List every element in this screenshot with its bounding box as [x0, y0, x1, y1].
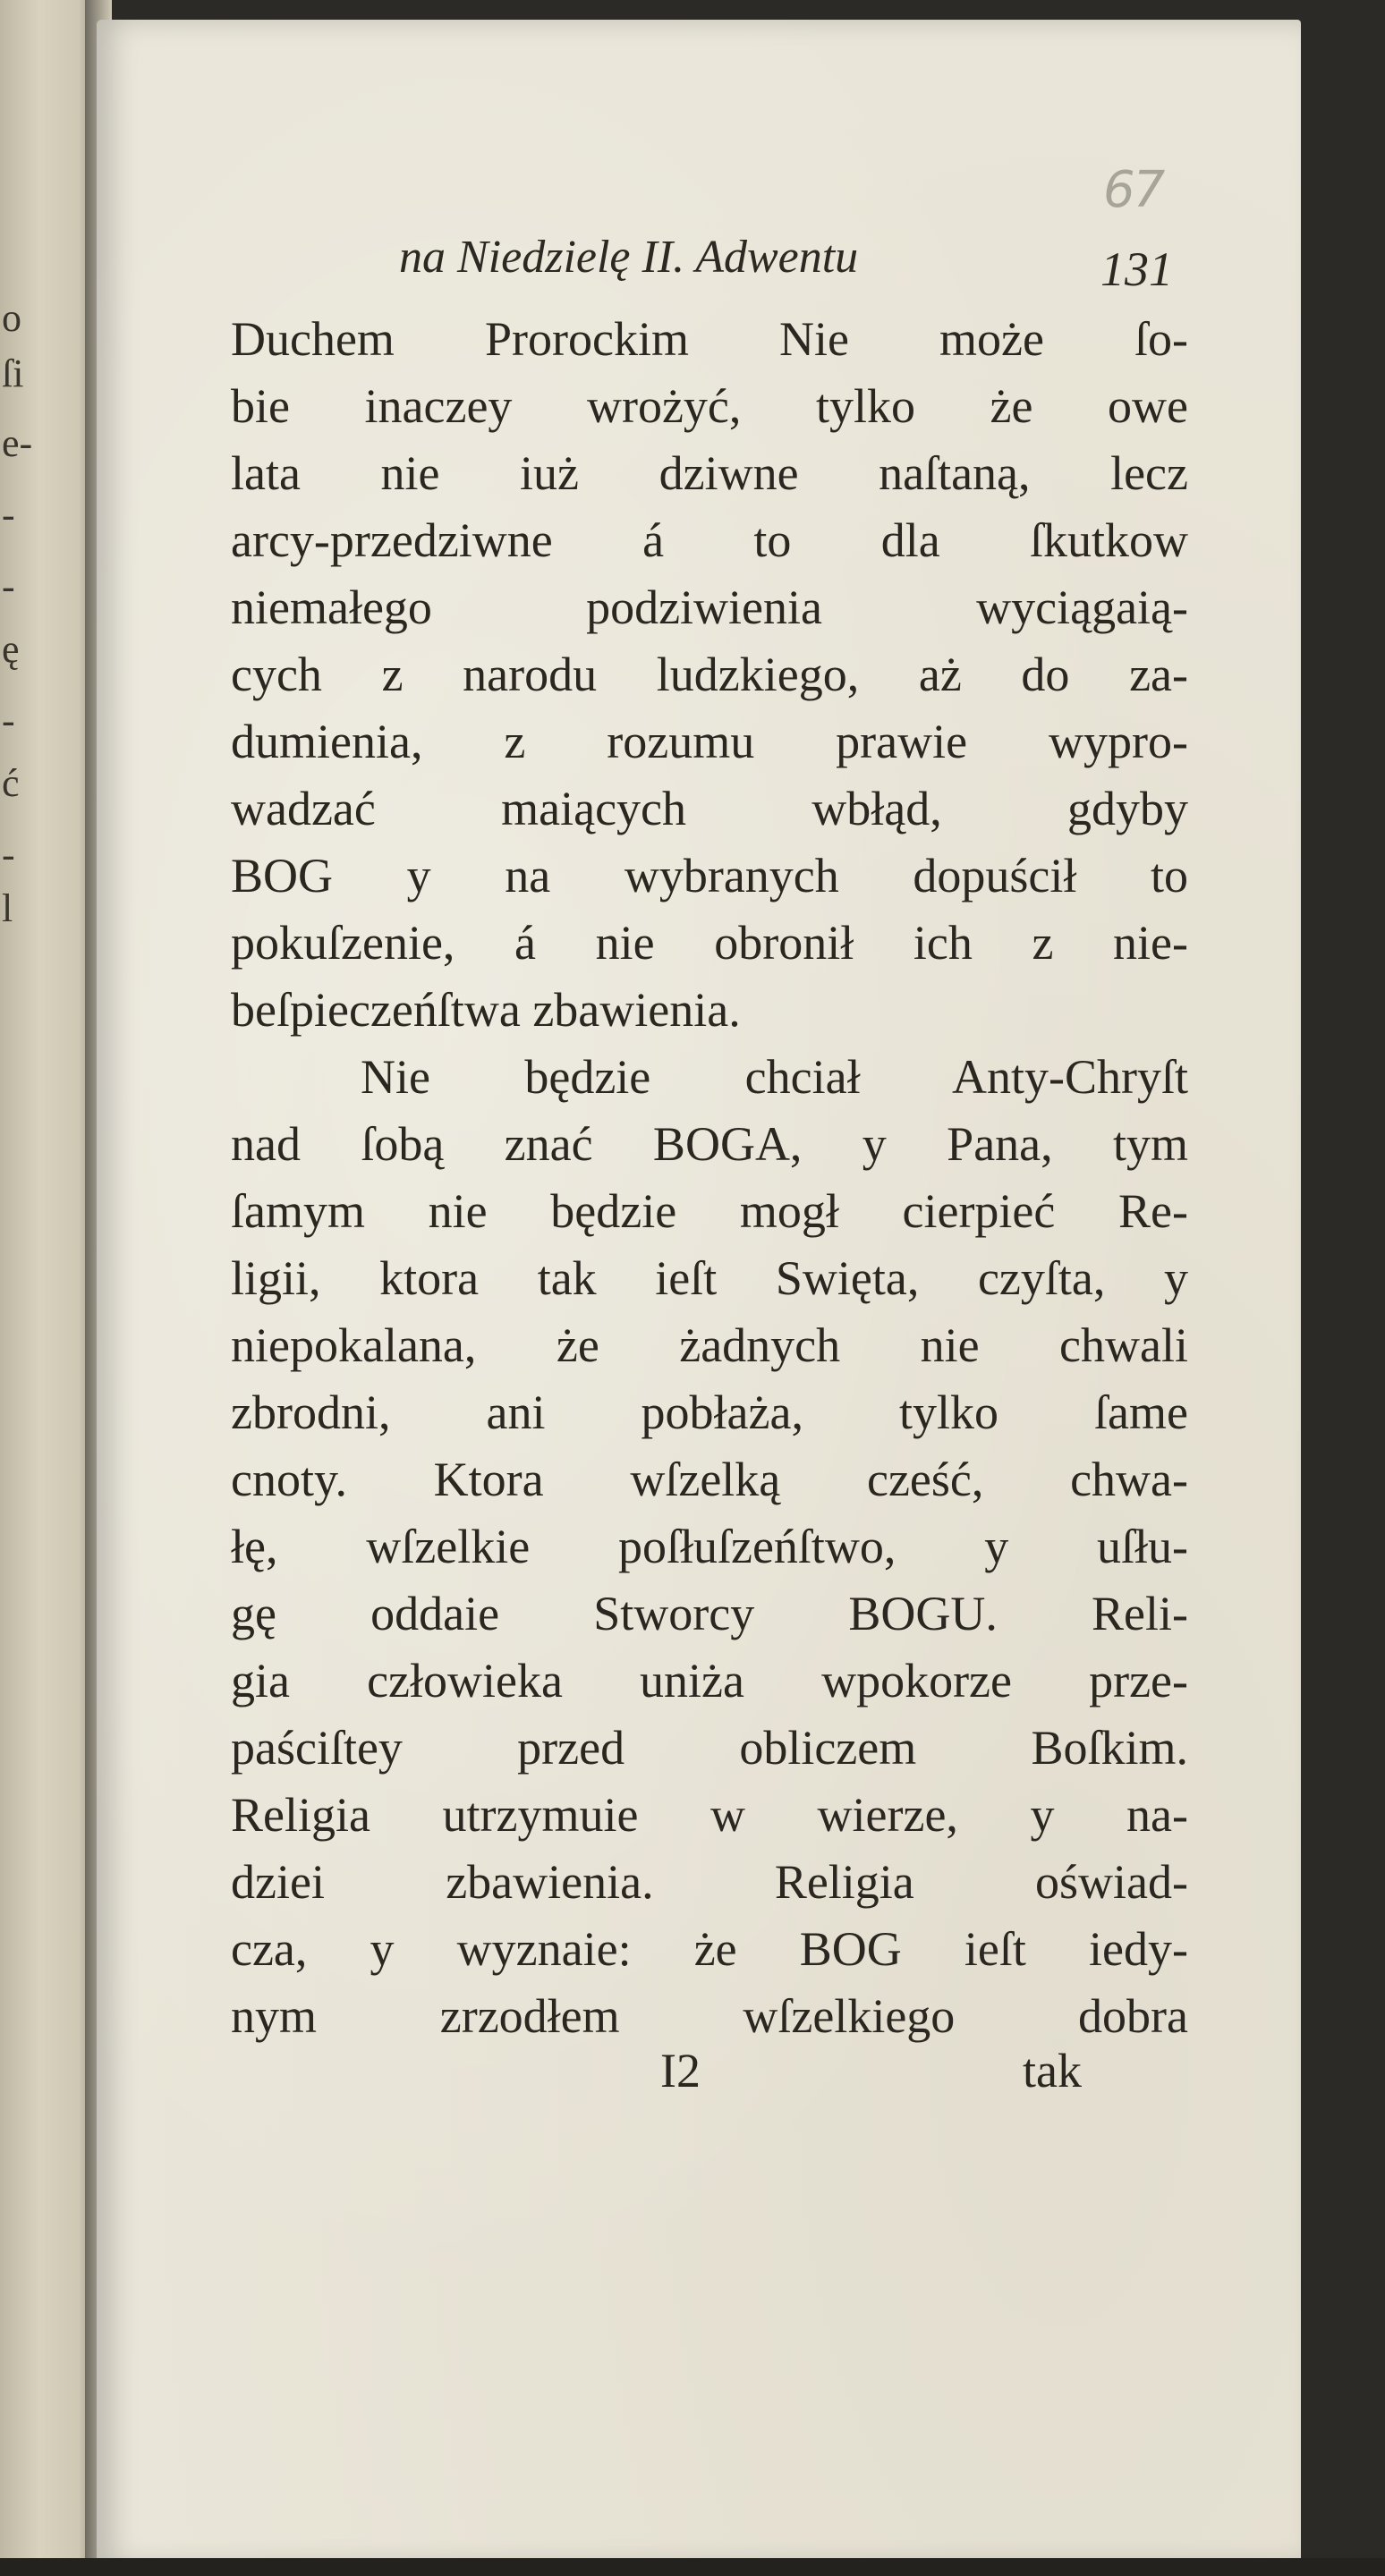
paragraph-1 — [231, 306, 1188, 1044]
text-line: nad ſobą znać BOGA, y Pana, tym — [231, 1117, 1188, 1171]
scan-background — [0, 2558, 1385, 2576]
text-line: Nie będzie chciał Anty-Chryſt — [361, 1050, 1188, 1104]
facing-page-fragment: e- — [2, 421, 33, 465]
text-line: dziei zbawienia. Religia oświad- — [231, 1855, 1188, 1909]
catchword: tak — [1023, 2044, 1082, 2097]
facing-page-fragment: - — [2, 833, 15, 877]
text-line: lata nie iuż dziwne naſtaną, lecz — [231, 446, 1188, 500]
text-line: BOG y na wybranych dopuścił to — [231, 849, 1188, 902]
text-line: zbrodni, ani pobłaża, tylko ſame — [231, 1385, 1188, 1439]
facing-page-fragment: - — [2, 564, 15, 608]
text-line: bie inaczey wrożyć, tylko że owe — [231, 379, 1188, 433]
text-line: dumienia, z rozumu prawie wypro- — [231, 715, 1188, 768]
facing-page-fragment: ć — [2, 761, 20, 805]
facing-page-fragment: - — [2, 493, 15, 537]
text-line: niemałego podziwienia wyciągaią- — [231, 580, 1188, 634]
paragraph-2 — [231, 1044, 1188, 2050]
facing-page-edge — [0, 0, 98, 2576]
text-line: arcy-przedziwne á to dla ſkutkow — [231, 513, 1188, 567]
text-line: Religia utrzymuie w wierze, y na- — [231, 1788, 1188, 1842]
text-line: Duchem Prorockim Nie może ſo- — [231, 312, 1188, 366]
text-line: ligii, ktora tak ieſt Swięta, czyſta, y — [231, 1251, 1188, 1305]
text-line: nym zrzodłem wſzelkiego dobra — [231, 1989, 1188, 2043]
page-body-text — [231, 306, 1188, 2050]
facing-page-fragment: ſi — [2, 352, 24, 395]
text-line: łę, wſzelkie poſłuſzeńſtwo, y uſłu- — [231, 1520, 1188, 1573]
text-line: cych z narodu ludzkiego, aż do za- — [231, 648, 1188, 701]
text-line: gia człowieka uniża wpokorze prze- — [231, 1654, 1188, 1707]
facing-page-fragment: o — [2, 296, 21, 340]
text-line: paściſtey przed obliczem Boſkim. — [231, 1721, 1188, 1775]
text-line: gę oddaie Stworcy BOGU. Reli- — [231, 1587, 1188, 1640]
facing-page-fragment: ę — [2, 627, 20, 671]
text-line: pokuſzenie, á nie obronił ich z nie- — [231, 916, 1188, 970]
text-line: wadzać maiących wbłąd, gdyby — [231, 782, 1188, 835]
facing-page-fragment: - — [2, 699, 15, 742]
text-line: cnoty. Ktora wſzelką cześć, chwa- — [231, 1453, 1188, 1506]
running-head: na Niedzielę II. Adwentu — [399, 232, 859, 283]
text-line: ſamym nie będzie mogł cierpieć Re- — [231, 1184, 1188, 1238]
text-line: niepokalana, że żadnych nie chwali — [231, 1318, 1188, 1372]
text-line: cza, y wyznaie: że BOG ieſt iedy- — [231, 1922, 1188, 1976]
page-number: 131 — [1100, 242, 1173, 296]
text-line: beſpieczeńſtwa zbawienia. — [231, 983, 741, 1037]
signature-mark: I2 — [660, 2044, 701, 2097]
book-page — [97, 20, 1301, 2565]
handwritten-folio-number: 67 — [1103, 161, 1164, 219]
facing-page-fragment: l — [2, 886, 13, 930]
